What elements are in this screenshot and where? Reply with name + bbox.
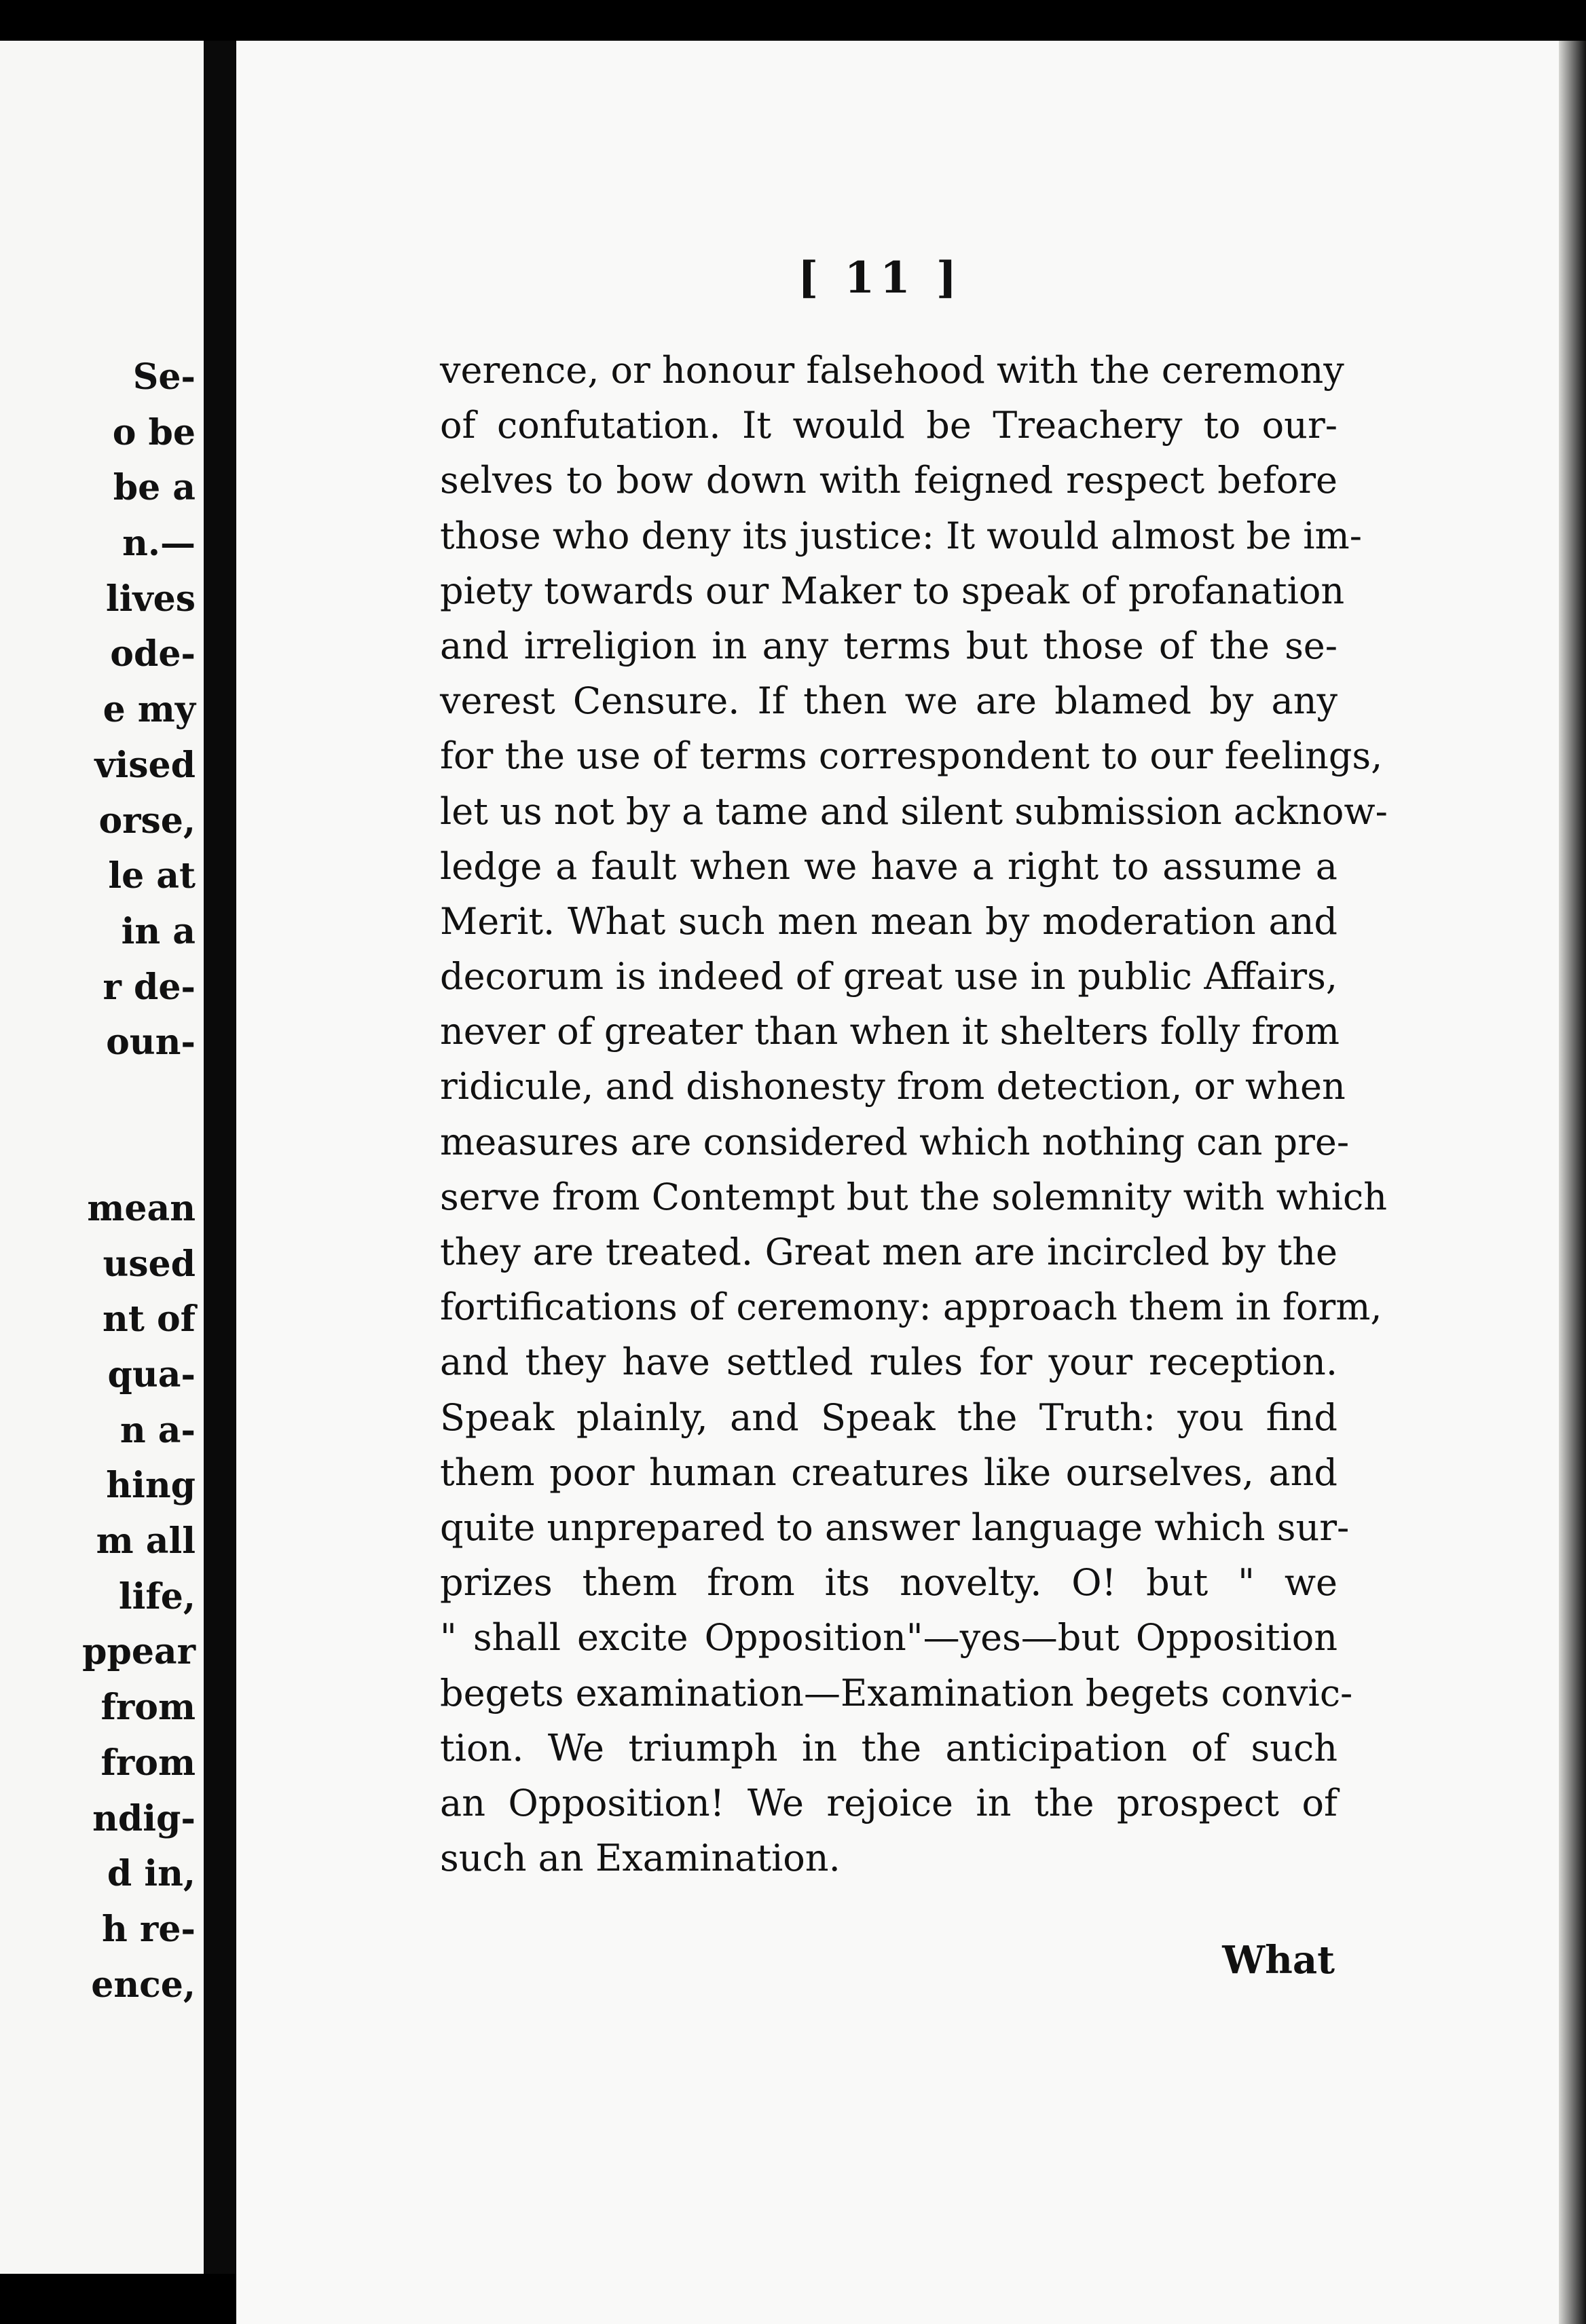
catchword: What — [1222, 1938, 1335, 1983]
facing-line: ode- — [110, 633, 196, 675]
text-line: never of greater than when it shelters folly from — [440, 1010, 1340, 1053]
facing-line: n a- — [119, 1409, 196, 1451]
text-line: Merit. What such men mean by moderation and — [440, 899, 1338, 943]
page-edge-shadow — [1559, 41, 1586, 2324]
facing-line: ppear — [82, 1631, 196, 1673]
facing-line: ndig- — [92, 1797, 196, 1839]
facing-line: ence, — [91, 1964, 196, 2006]
text-line: an Opposition! We rejoice in the prospect of — [440, 1781, 1338, 1824]
facing-line: h re- — [102, 1908, 196, 1950]
facing-line: vised — [94, 744, 196, 786]
facing-line: oun- — [106, 1022, 196, 1064]
text-line: Speak plainly, and Speak the Truth: you find — [440, 1395, 1338, 1439]
facing-line: d in, — [107, 1853, 196, 1895]
facing-line: mean — [87, 1187, 196, 1229]
text-line: tion. We triumph in the anticipation of such — [440, 1726, 1338, 1769]
text-line: they are treated. Great men are incircled by the — [440, 1231, 1338, 1273]
text-line: selves to bow down with feigned respect before — [440, 459, 1338, 502]
page-number: [ 11 ] — [798, 252, 963, 303]
book-gutter — [204, 41, 236, 2274]
facing-line: nt of — [103, 1298, 196, 1341]
text-line: such an Examination. — [440, 1837, 841, 1880]
facing-line: Se- — [132, 356, 196, 398]
text-line: and they have settled rules for your reception. — [440, 1341, 1338, 1384]
text-line: them poor human creatures like ourselves, and — [440, 1450, 1338, 1494]
facing-line: life, — [118, 1575, 196, 1617]
facing-line: lives — [105, 578, 196, 620]
facing-page-left — [0, 41, 204, 2274]
facing-line: n.— — [122, 523, 196, 565]
text-line: verest Censure. If then we are blamed by any — [440, 679, 1338, 723]
facing-line: hing — [106, 1465, 196, 1507]
facing-line: orse, — [98, 800, 196, 842]
facing-line: in a — [121, 910, 196, 952]
facing-line: le at — [108, 855, 196, 897]
text-line: for the use of terms correspondent to our feelings, — [440, 734, 1383, 778]
facing-line-gap — [82, 1070, 196, 1181]
facing-line: from — [100, 1687, 196, 1729]
text-line: ledge a fault when we have a right to assume a — [440, 844, 1338, 888]
facing-page-text — [82, 350, 196, 2012]
facing-line: m all — [96, 1520, 196, 1562]
text-line: piety towards our Maker to speak of profanation — [440, 569, 1345, 612]
facing-line: be a — [113, 467, 196, 509]
text-line: of confutation. It would be Treachery to our- — [440, 404, 1338, 447]
text-line: let us not by a tame and silent submission acknow- — [440, 789, 1388, 833]
text-line: decorum is indeed of great use in public Affairs, — [440, 955, 1338, 998]
facing-line: from — [100, 1742, 196, 1784]
text-line: " shall excite Opposition"—yes—but Opposition — [440, 1616, 1338, 1660]
text-line: serve from Contempt but the solemnity with which — [440, 1175, 1388, 1218]
body-text — [440, 343, 1388, 1886]
text-line: those who deny its justice: It would almost be im- — [440, 514, 1362, 557]
facing-line: used — [103, 1243, 196, 1285]
facing-line: o be — [112, 411, 196, 453]
text-line: prizes them from its novelty. O! but " we — [440, 1561, 1338, 1605]
text-line: measures are considered which nothing can pre- — [440, 1120, 1350, 1163]
facing-line: qua- — [107, 1354, 196, 1395]
text-line: begets examination—Examination begets convic- — [440, 1671, 1353, 1714]
text-line: ridicule, and dishonesty from detection, or when — [440, 1065, 1346, 1108]
text-line: verence, or honour falsehood with the ceremony — [440, 349, 1344, 392]
facing-line: e my — [103, 689, 196, 731]
text-line: quite unprepared to answer language which sur- — [440, 1505, 1350, 1549]
text-line: fortifications of ceremony: approach them in form, — [440, 1286, 1382, 1329]
facing-line: r de- — [103, 966, 196, 1008]
text-line: and irreligion in any terms but those of the se- — [440, 624, 1338, 667]
